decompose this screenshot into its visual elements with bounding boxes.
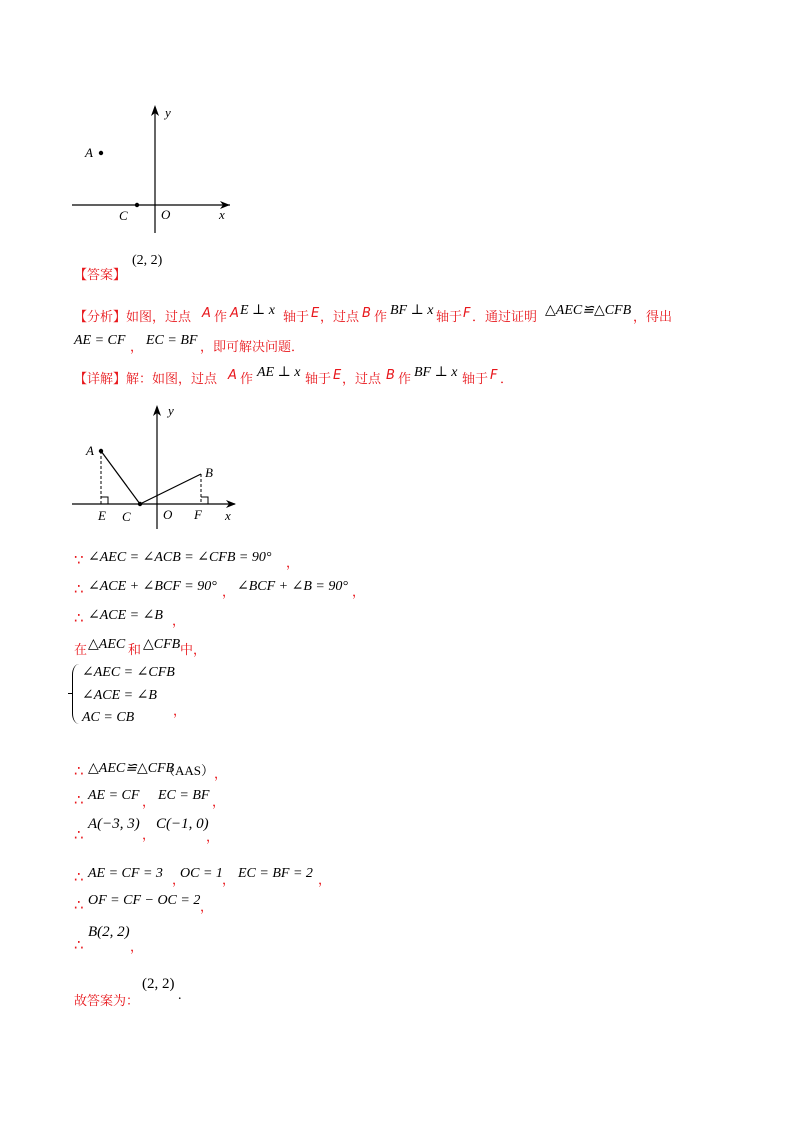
analysis-text-1j: 作: [374, 310, 388, 325]
therefore-symbol-6: ∴: [74, 791, 84, 809]
detail-text-l: F: [490, 368, 498, 383]
point-a: [99, 449, 103, 453]
analysis-text-2c: EC = BF: [146, 333, 198, 348]
detail-text-i: 作: [398, 372, 412, 387]
detail-text-m: ．: [500, 372, 514, 387]
proof-line-8c: EC = BF = 2: [238, 866, 313, 881]
proof-line-3: ∠ACE = ∠B: [88, 608, 163, 623]
label-y: y: [168, 403, 174, 418]
proof-line-4c: 和: [128, 643, 142, 658]
detail-text-h: B: [386, 368, 395, 383]
therefore-symbol-5: ∴: [74, 762, 84, 780]
system-line-3: AC = CB: [82, 710, 135, 725]
proof-line-2b: ∠BCF + ∠B = 90°: [237, 579, 348, 594]
system-brace: [72, 664, 79, 724]
proof-line-2-sep: ，: [222, 585, 236, 600]
figure-1-coordinate-plane: [60, 95, 250, 235]
answer-value: (2, 2): [132, 253, 163, 268]
analysis-text-1b: A: [202, 306, 211, 321]
analysis-text-2d: ，即可解决问题．: [200, 340, 305, 355]
proof-line-8-end: ，: [318, 873, 332, 888]
analysis-text-1o: △AEC≌△CFB: [545, 303, 632, 318]
label-f: F: [194, 507, 202, 522]
analysis-text-1h: ，过点: [320, 310, 360, 325]
point-a: [99, 151, 103, 155]
analysis-text-2b: ，: [130, 340, 144, 355]
label-o: O: [161, 207, 171, 222]
label-x: x: [219, 207, 225, 222]
label-a: A: [85, 145, 93, 160]
because-symbol: ∵: [74, 551, 84, 569]
segment-ac: [101, 451, 140, 504]
system-end: ，: [173, 704, 187, 719]
detail-text-g: ，过点: [342, 372, 382, 387]
label-e: E: [98, 508, 106, 523]
analysis-text-1i: B: [362, 306, 371, 321]
proof-line-6-end: ，: [212, 795, 226, 810]
proof-line-8b: OC = 1: [180, 866, 223, 881]
figure-2-coordinate-plane: [60, 395, 250, 530]
label-y: y: [165, 105, 171, 120]
analysis-text-1d: A: [230, 306, 239, 321]
analysis-text-1p: ，得出: [633, 310, 673, 325]
label-o: O: [163, 507, 173, 522]
therefore-symbol-2: ∴: [74, 580, 84, 598]
analysis-text-1a: 如图，过点: [126, 310, 192, 325]
right-angle-f: [201, 497, 208, 504]
segment-cb: [140, 474, 201, 504]
proof-line-4b: △AEC: [88, 637, 126, 652]
system-line-1: ∠AEC = ∠CFB: [82, 665, 175, 680]
proof-line-4d: △CFB: [143, 637, 181, 652]
proof-line-7-end: ，: [206, 830, 220, 845]
detail-text-d: AE ⊥ x: [257, 365, 301, 380]
proof-line-1-end: ，: [286, 556, 300, 571]
label-c: C: [119, 208, 128, 223]
label-a: A: [86, 443, 94, 458]
proof-line-2-end: ，: [352, 585, 366, 600]
therefore-symbol-7: ∴: [74, 826, 84, 844]
detail-text-j: BF ⊥ x: [414, 365, 458, 380]
proof-line-7-sep: ，: [142, 828, 156, 843]
system-line-2: ∠ACE = ∠B: [82, 688, 157, 703]
analysis-text-1l: 轴于: [436, 310, 463, 325]
analysis-text-1m: F: [463, 306, 471, 321]
proof-line-4e: 中，: [180, 643, 207, 658]
analysis-text-1c: 作: [214, 310, 228, 325]
answer-tag: 【答案】: [74, 268, 127, 283]
system-brace-tip: [68, 693, 73, 694]
proof-line-7b: C(−1, 0): [156, 816, 209, 832]
label-x: x: [225, 508, 231, 523]
proof-line-8-sep2: ，: [222, 873, 236, 888]
detail-text-f: E: [333, 368, 342, 383]
proof-line-6-sep: ，: [142, 795, 156, 810]
final-answer-value: (2, 2): [142, 976, 175, 992]
right-angle-e: [101, 497, 108, 504]
proof-line-2a: ∠ACE + ∠BCF = 90°: [88, 579, 217, 594]
proof-line-9-end: ，: [200, 900, 214, 915]
label-b: B: [205, 465, 213, 480]
proof-line-5-end: ，: [214, 767, 228, 782]
detail-text-b: A: [228, 368, 237, 383]
proof-line-3-end: ，: [172, 614, 186, 629]
proof-line-10: B(2, 2): [88, 924, 130, 940]
therefore-symbol-9: ∴: [74, 896, 84, 914]
analysis-text-1n: ．通过证明: [472, 310, 538, 325]
label-c: C: [122, 509, 131, 524]
detail-tag: 【详解】: [74, 372, 127, 387]
detail-text-e: 轴于: [305, 372, 332, 387]
point-c: [135, 203, 139, 207]
proof-line-6a: AE = CF: [88, 788, 140, 803]
detail-text-c: 作: [240, 372, 254, 387]
therefore-symbol-3: ∴: [74, 609, 84, 627]
proof-line-7a: A(−3, 3): [88, 816, 140, 832]
final-answer-end: .: [178, 988, 182, 1003]
proof-line-1: ∠AEC = ∠ACB = ∠CFB = 90°: [88, 550, 272, 565]
analysis-text-1g: E: [311, 306, 320, 321]
proof-line-10-end: ，: [130, 940, 144, 955]
therefore-symbol-10: ∴: [74, 936, 84, 954]
proof-line-8-sep1: ，: [172, 873, 186, 888]
therefore-symbol-8: ∴: [74, 868, 84, 886]
point-c: [138, 502, 142, 506]
proof-line-8a: AE = CF = 3: [88, 866, 163, 881]
proof-line-6b: EC = BF: [158, 788, 210, 803]
analysis-text-1e: E ⊥ x: [240, 303, 275, 318]
analysis-text-2a: AE = CF: [74, 333, 126, 348]
detail-text-a: 解：如图，过点: [126, 372, 218, 387]
analysis-text-1f: 轴于: [283, 310, 310, 325]
analysis-text-1k: BF ⊥ x: [390, 303, 434, 318]
detail-text-k: 轴于: [462, 372, 489, 387]
final-answer-text: 故答案为：: [74, 994, 140, 1009]
proof-line-9: OF = CF − OC = 2: [88, 893, 201, 908]
analysis-tag: 【分析】: [74, 310, 127, 325]
proof-line-5-paren: （AAS）: [162, 763, 215, 778]
proof-line-4a: 在: [74, 643, 88, 658]
proof-line-5: △AEC≌△CFB: [88, 761, 175, 776]
